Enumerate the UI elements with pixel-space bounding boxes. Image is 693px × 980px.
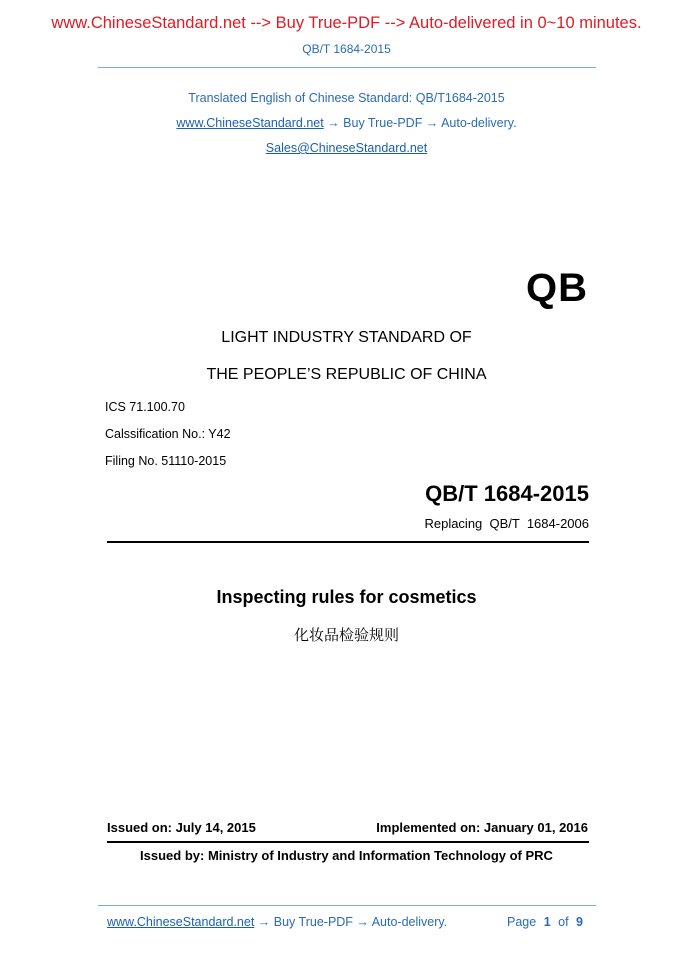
header-doc-code: QB/T 1684-2015 <box>302 42 391 56</box>
page-indicator <box>507 915 583 929</box>
translated-note: Translated English of Chinese Standard: QB/T1684-2015 <box>188 91 505 105</box>
filing-number: Filing No. 51110-2015 <box>105 454 227 468</box>
ics-code: ICS 71.100.70 <box>105 400 185 414</box>
page-total: 9 <box>576 915 583 929</box>
issued-on: Issued on: July 14, 2015 <box>107 820 256 835</box>
document-title-zh: 化妆品检验规则 <box>293 626 399 644</box>
implemented-on: Implemented on: January 01, 2016 <box>376 820 588 835</box>
footer-site-suffix: → Buy True-PDF → Auto-delivery. <box>254 915 448 929</box>
intro-email-line <box>0 141 693 155</box>
intro-site-suffix: → Buy True-PDF → Auto-delivery. <box>323 116 517 130</box>
issue-divider <box>107 841 589 843</box>
top-banner[interactable]: www.ChineseStandard.net --> Buy True-PDF --> Auto-delivered in 0~10 minutes. <box>51 14 642 32</box>
footer-site-link[interactable]: www.ChineseStandard.net <box>107 915 255 929</box>
document-title-en: Inspecting rules for cosmetics <box>216 587 477 607</box>
page-current: 1 <box>543 915 551 929</box>
standard-divider <box>107 541 589 543</box>
sales-email-link[interactable]: Sales@ChineseStandard.net <box>265 141 428 155</box>
intro-site-line <box>0 116 693 130</box>
issued-by: Issued by: Ministry of Industry and Information Technology of PRC <box>140 848 553 863</box>
classification-number: Calssification No.: Y42 <box>105 427 231 441</box>
standard-number: QB/T 1684-2015 <box>425 481 589 506</box>
intro-site-link[interactable]: www.ChineseStandard.net <box>176 116 324 130</box>
standard-category-line1: LIGHT INDUSTRY STANDARD OF <box>221 329 472 346</box>
replacing-note: Replacing QB/T 1684-2006 <box>424 516 589 531</box>
page-label: Page <box>507 915 537 929</box>
footer-divider <box>98 905 596 906</box>
standard-category-line2: THE PEOPLE’S REPUBLIC OF CHINA <box>206 366 487 383</box>
header-divider <box>98 67 596 68</box>
page-of: of <box>558 915 569 929</box>
qb-logo: QB <box>526 266 588 310</box>
footer-site-line <box>107 915 447 929</box>
